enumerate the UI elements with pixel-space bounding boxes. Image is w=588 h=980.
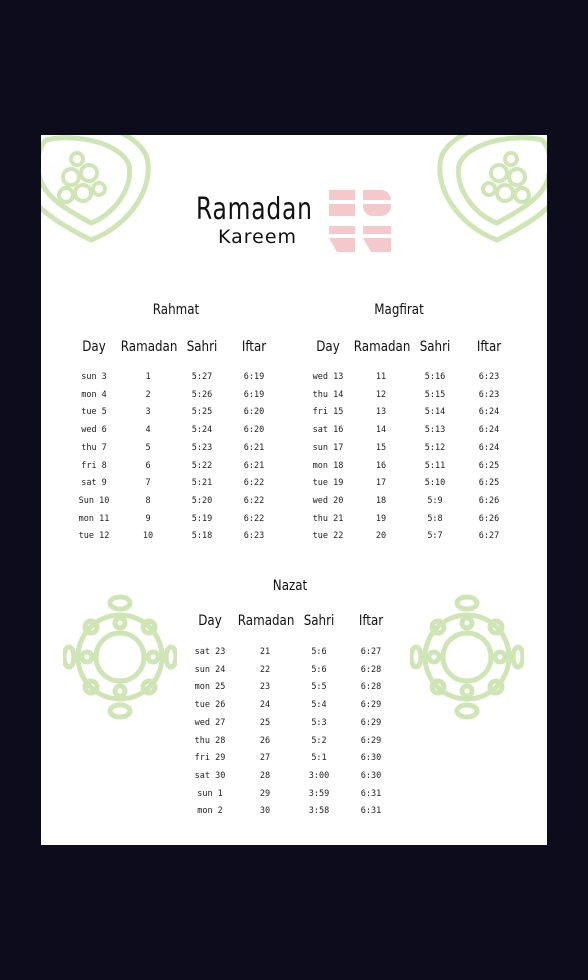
table-cell: 5:5 xyxy=(311,682,327,693)
table-cell: 24 xyxy=(259,700,271,711)
year-block-icon xyxy=(329,190,393,254)
column-header: Iftar xyxy=(241,339,267,355)
table-cell: 5:26 xyxy=(191,389,213,400)
table-cell: 5:10 xyxy=(424,478,446,489)
table-cell: fri 15 xyxy=(312,407,344,418)
table-cell: tue 12 xyxy=(78,531,110,542)
table-cell: 30 xyxy=(259,806,271,817)
table-cell: 12 xyxy=(375,389,387,400)
table-cell: 22 xyxy=(259,664,271,675)
table-cell: wed 20 xyxy=(312,495,344,506)
table-cell: 14 xyxy=(375,425,387,436)
table-cell: 6:30 xyxy=(360,770,382,781)
table-cell: 6:22 xyxy=(243,513,265,524)
table-cell: 28 xyxy=(259,770,271,781)
table-cell: 6:22 xyxy=(243,495,265,506)
table-cell: thu 28 xyxy=(194,735,226,746)
table-cell: 5:9 xyxy=(427,495,443,506)
column-header: Day xyxy=(316,339,340,355)
table-cell: 3:59 xyxy=(308,788,330,799)
table-cell: 6:29 xyxy=(360,735,382,746)
table-cell: 6:27 xyxy=(478,531,500,542)
table-cell: 6 xyxy=(145,460,151,471)
table-cell: 3:00 xyxy=(308,770,330,781)
column-header: Day xyxy=(82,339,106,355)
calendar-sheet xyxy=(41,135,547,845)
table-cell: Sun 10 xyxy=(78,495,110,506)
table-cell: sat 30 xyxy=(194,770,226,781)
floral-ornament-top-right-icon xyxy=(427,135,547,255)
table-cell: 6:23 xyxy=(243,531,265,542)
table-cell: 6:24 xyxy=(478,442,500,453)
table-cell: 13 xyxy=(375,407,387,418)
table-cell: 5:16 xyxy=(424,372,446,382)
table-cell: 6:28 xyxy=(360,664,382,675)
table-cell: 11 xyxy=(375,372,387,382)
table-cell: mon 11 xyxy=(78,513,110,524)
table-cell: 6:26 xyxy=(478,495,500,506)
table-cell: 6:29 xyxy=(360,700,382,711)
table-cell: 6:20 xyxy=(243,407,265,418)
table-cell: 5:11 xyxy=(424,460,446,471)
table-cell: sat 16 xyxy=(312,425,344,436)
table-cell: 5:13 xyxy=(424,425,446,436)
table-cell: mon 18 xyxy=(312,460,344,471)
table-cell: 5:21 xyxy=(191,478,213,489)
table-cell: sun 1 xyxy=(197,788,223,799)
table-cell: 27 xyxy=(259,753,271,764)
table-cell: 3:58 xyxy=(308,806,330,817)
table-cell: 5:1 xyxy=(311,753,327,764)
table-cell: 6:26 xyxy=(478,513,500,524)
table-cell: mon 4 xyxy=(81,389,107,400)
table-cell: 5:2 xyxy=(311,735,327,746)
column-header: Ramadan xyxy=(353,339,411,355)
table-cell: 5:18 xyxy=(191,531,213,542)
table-cell: wed 27 xyxy=(194,717,226,728)
table-cell: 6:19 xyxy=(243,389,265,400)
table-cell: 5:19 xyxy=(191,513,213,524)
table-cell: 6:22 xyxy=(243,478,265,489)
table-cell: 6:19 xyxy=(243,372,265,382)
table-cell: 6:24 xyxy=(478,407,500,418)
table-cell: 6:21 xyxy=(243,442,265,453)
title-ramadan: Ramadan xyxy=(196,192,313,227)
column-header: Sahri xyxy=(419,339,451,355)
table-cell: tue 26 xyxy=(194,700,226,711)
table-cell: 23 xyxy=(259,682,271,693)
table-cell: 20 xyxy=(375,531,387,542)
table-cell: 26 xyxy=(259,735,271,746)
column-header: Sahri xyxy=(303,613,335,629)
table-cell: 21 xyxy=(259,647,271,657)
table-cell: 5:14 xyxy=(424,407,446,418)
table-cell: 6:25 xyxy=(478,478,500,489)
column-header: Day xyxy=(198,613,222,629)
table-cell: 6:27 xyxy=(360,647,382,657)
column-header: Iftar xyxy=(358,613,384,629)
table-cell: 5:25 xyxy=(191,407,213,418)
table-cell: tue 5 xyxy=(81,407,107,418)
table-cell: 10 xyxy=(142,531,154,542)
mandala-ornament-right-icon xyxy=(410,593,524,721)
table-cell: tue 22 xyxy=(312,531,344,542)
table-cell: 5:12 xyxy=(424,442,446,453)
table-cell: 5:6 xyxy=(311,647,327,657)
table-cell: 5 xyxy=(145,442,151,453)
table-cell: 5:3 xyxy=(311,717,327,728)
table-cell: 6:21 xyxy=(243,460,265,471)
table-cell: 5:4 xyxy=(311,700,327,711)
table-cell: tue 19 xyxy=(312,478,344,489)
table-cell: sun 24 xyxy=(194,664,226,675)
table-cell: fri 29 xyxy=(194,753,226,764)
column-header: Sahri xyxy=(186,339,218,355)
table-cell: 6:30 xyxy=(360,753,382,764)
table-cell: 5:15 xyxy=(424,389,446,400)
table-cell: 9 xyxy=(145,513,151,524)
table-cell: 7 xyxy=(145,478,151,489)
floral-ornament-top-left-icon xyxy=(41,135,161,255)
table-cell: 16 xyxy=(375,460,387,471)
table-cell: 3 xyxy=(145,407,151,418)
table-cell: 5:27 xyxy=(191,372,213,382)
table-cell: 18 xyxy=(375,495,387,506)
table-cell: 8 xyxy=(145,495,151,506)
table-cell: mon 25 xyxy=(194,682,226,693)
table-cell: 6:23 xyxy=(478,389,500,400)
table-cell: sun 3 xyxy=(81,372,107,382)
table-cell: wed 13 xyxy=(312,372,344,382)
table-cell: sat 9 xyxy=(81,478,107,489)
title-kareem: Kareem xyxy=(218,226,298,248)
section-title: Rahmat xyxy=(152,302,200,318)
table-cell: 6:31 xyxy=(360,788,382,799)
section-title: Nazat xyxy=(272,578,308,594)
table-cell: wed 6 xyxy=(81,425,107,436)
table-cell: 6:31 xyxy=(360,806,382,817)
table-cell: 5:23 xyxy=(191,442,213,453)
table-cell: 29 xyxy=(259,788,271,799)
table-cell: 5:7 xyxy=(427,531,443,542)
table-cell: 4 xyxy=(145,425,151,436)
table-cell: 1 xyxy=(145,372,151,382)
table-cell: 6:25 xyxy=(478,460,500,471)
table-cell: 6:24 xyxy=(478,425,500,436)
table-cell: 25 xyxy=(259,717,271,728)
table-cell: 5:20 xyxy=(191,495,213,506)
table-cell: fri 8 xyxy=(81,460,107,471)
table-cell: 6:29 xyxy=(360,717,382,728)
table-cell: 6:28 xyxy=(360,682,382,693)
table-cell: 15 xyxy=(375,442,387,453)
section-title: Magfirat xyxy=(374,302,424,318)
column-header: Ramadan xyxy=(237,613,295,629)
table-cell: thu 21 xyxy=(312,513,344,524)
table-cell: 5:22 xyxy=(191,460,213,471)
table-cell: 6:20 xyxy=(243,425,265,436)
table-cell: 17 xyxy=(375,478,387,489)
table-cell: thu 14 xyxy=(312,389,344,400)
table-cell: 6:23 xyxy=(478,372,500,382)
table-cell: thu 7 xyxy=(81,442,107,453)
table-cell: 5:6 xyxy=(311,664,327,675)
table-cell: 19 xyxy=(375,513,387,524)
table-cell: mon 2 xyxy=(197,806,223,817)
column-header: Ramadan xyxy=(120,339,178,355)
table-cell: 5:8 xyxy=(427,513,443,524)
table-cell: 2 xyxy=(145,389,151,400)
table-cell: sun 17 xyxy=(312,442,344,453)
table-cell: sat 23 xyxy=(194,647,226,657)
table-cell: 5:24 xyxy=(191,425,213,436)
mandala-ornament-left-icon xyxy=(63,593,177,721)
column-header: Iftar xyxy=(476,339,502,355)
